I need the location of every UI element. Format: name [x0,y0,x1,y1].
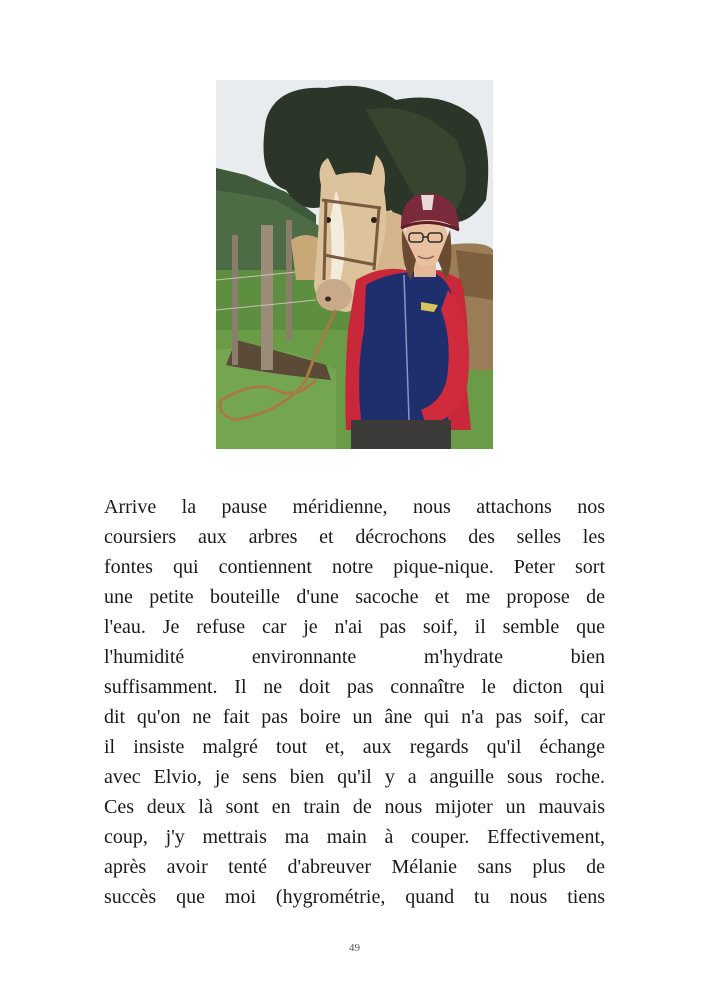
text-line: coup, j'y mettrais ma main à couper. Effectivement, [104,826,605,848]
page-number: 49 [349,942,360,954]
text-line: une petite bouteille d'une sacoche et me propose de [104,586,605,608]
text-line: suffisamment. Il ne doit pas connaître le dicton qui [104,676,605,698]
photo-woman-with-horse [216,80,493,449]
text-line: avec Elvio, je sens bien qu'il y a anguille sous roche. [104,766,605,788]
text-line: fontes qui contiennent notre pique-nique. Peter sort [104,556,605,578]
text-line: il insiste malgré tout et, aux regards qu'il échange [104,736,605,758]
text-line: succès que moi (hygrométrie, quand tu nous tiens [104,886,605,908]
text-line: dit qu'on ne fait pas boire un âne qui n'a pas soif, car [104,706,605,728]
text-line: après avoir tenté d'abreuver Mélanie sans plus de [104,856,605,878]
text-line: coursiers aux arbres et décrochons des selles les [104,526,605,548]
text-line: l'eau. Je refuse car je n'ai pas soif, il semble que [104,616,605,638]
text-line: Ces deux là sont en train de nous mijoter un mauvais [104,796,605,818]
body-paragraph [104,492,605,912]
text-line: l'humidité environnante m'hydrate bien [104,646,605,668]
text-line: Arrive la pause méridienne, nous attachons nos [104,496,605,518]
